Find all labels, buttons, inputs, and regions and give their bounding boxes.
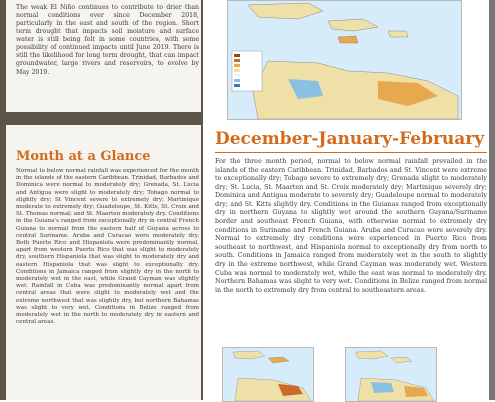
- rainfall-map-top: [227, 0, 462, 120]
- intro-box: [6, 0, 201, 112]
- rainfall-map-bottom-right: [345, 347, 437, 402]
- month-at-a-glance-heading: Month at a Glance: [16, 149, 151, 164]
- section-heading: December-January-February: [215, 129, 485, 149]
- sidebar: [0, 0, 203, 400]
- page-edge: [489, 0, 495, 400]
- month-at-a-glance-text: Normal to below normal rainfall was experienced for the month in the islands of the eastern Caribbean. Trinidad, Barbados and Dominica were normal to moderately dry; Grenada, St. Lucia and Antigua were slight to moderately dry; Tobago normal to slightly dry; St Vincent severe to extremely dry; Martinique moderate to extremely dry; Guadeloupe, St. Kitts, St. Croix and St. Thomas normal; and St. Maarten moderately dry. Conditions in the Guiana's ranged from exceptionally dry in central French Guiana to normal from the eastern half of Guyana across to central Suriname. Aruba and Curacao were moderately dry. Both Puerto Rico and Hispaniola were predominantly normal, apart from western Puerto Rico that was slight to moderately dry, southern Hispaniola that was slight to moderately dry and eastern Hispaniola that was slight to exceptionally dry. Conditions in Jamaica ranged from slightly dry in the north to moderately wet in the east, while Grand Cayman was slightly wet. Rainfall in Cuba was predominantly normal apart from central areas that were slight to moderately wet and the extreme northwest that was slightly dry, but northern Bahamas was slight to very wet. Conditions in Belize ranged from moderately wet in the north to moderately dry in eastern and central areas.: [16, 168, 199, 326]
- month-at-a-glance-box: [6, 125, 201, 400]
- main-column: [203, 0, 495, 400]
- heading-rule: [215, 152, 487, 153]
- intro-text: The weak El Niño continues to contribute to drier than normal conditions ever since December 2018, particularly in the east and south of the region. Short term drought that impacts soil moisture and surface water is still being felt in some countries, with some possibility of continued impacts until June 2019. There is still the likelihood for long term drought, that can impact groundwater, large rivers and reservoirs, to evolve by May 2019.: [16, 4, 199, 76]
- rainfall-map-bottom-left: [222, 347, 314, 402]
- section-text: For the three month period, normal to below normal rainfall prevailed in the islands of the eastern Caribbean. Trinidad, Barbados and St. Vincent were extreme to exceptionally dry; Tobago severe to extremely dry; Grenada slight to moderately dry; St. Lucia, St. Maarten and St. Croix moderately dry; Martinique severely dry; Dominica and Antigua moderate to severely dry; Guadeloupe normal to moderately dry; and St. Kitts slightly dry. Conditions in the Guianas ranged from exceptionally dry in northern Guyana to slightly wet around the southern Guyana/Suriname border and southeast French Guiana, with otherwise normal to extremely dry conditions in Suriname and French Guiana. Aruba and Curacao were severely dry. Normal to extremely dry conditions were experienced in Puerto Rico from southeast to northwest, and Hispaniola normal to exceptionally dry from north to south. Conditions in Jamaica ranged from moderately wet in the south to slightly dry in the extreme northwest, while Grand Cayman was moderately wet. Western Cuba was normal to moderately wet, while the east was normal to moderately dry. Northern Bahamas was slight to very wet. Conditions in Belize ranged from normal in the north to extremely dry from central to southeastern areas.: [215, 157, 487, 294]
